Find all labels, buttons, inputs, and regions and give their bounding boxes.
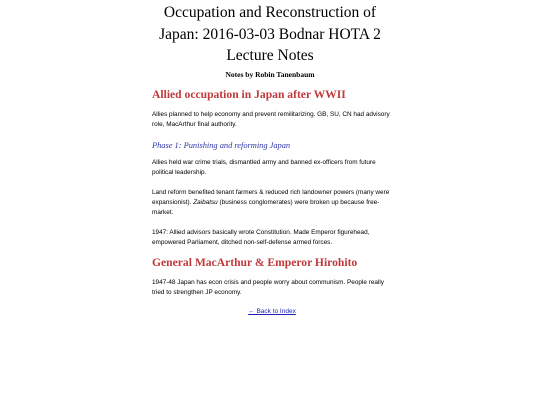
byline: Notes by Robin Tanenbaum	[225, 70, 315, 79]
paragraph-land-reform	[152, 188, 392, 218]
notes-content	[152, 88, 392, 315]
land-reform-text: Land reform benefited tenant farmers & reduced rich landowner powers (many were expansionist).	[152, 189, 390, 206]
title-line-3: Lecture Notes	[226, 47, 314, 64]
zaibatsu-term: Zaibatsu	[193, 199, 218, 206]
section-heading-allied-occupation: Allied occupation in Japan after WWII	[152, 88, 346, 101]
subheading-phase-1: Phase 1: Punishing and reforming Japan	[152, 141, 291, 150]
section-heading-macarthur-hirohito: General MacArthur & Emperor Hirohito	[152, 256, 358, 269]
land-reform-text-end: (business conglomerates) were broken up because free-market.	[152, 199, 380, 216]
paragraph-constitution: 1947: Allied advisors basically wrote Constitution. Made Emperor figurehead, empowered Parliament, ditched non-self-defense armed forces.	[152, 229, 370, 246]
paragraph-war-crime-trials: Allies held war crime trials, dismantled army and banned ex-officers from future political leadership.	[152, 159, 376, 176]
paragraph-allies-planned: Allies planned to help economy and prevent remilitarizing. GB, SU, CN had advisory role, MacArthur final authority.	[152, 111, 390, 128]
paragraph-econ-crisis: 1947-48 Japan has econ crisis and people worry about communism. People really tried to strengthen JP economy.	[152, 279, 384, 296]
page-title	[120, 2, 420, 67]
back-to-index-link[interactable]: ← Back to Index	[248, 308, 296, 315]
title-line-1: Occupation and Reconstruction of	[163, 4, 377, 21]
title-line-2: Japan: 2016-03-03 Bodnar HOTA 2	[159, 25, 381, 43]
